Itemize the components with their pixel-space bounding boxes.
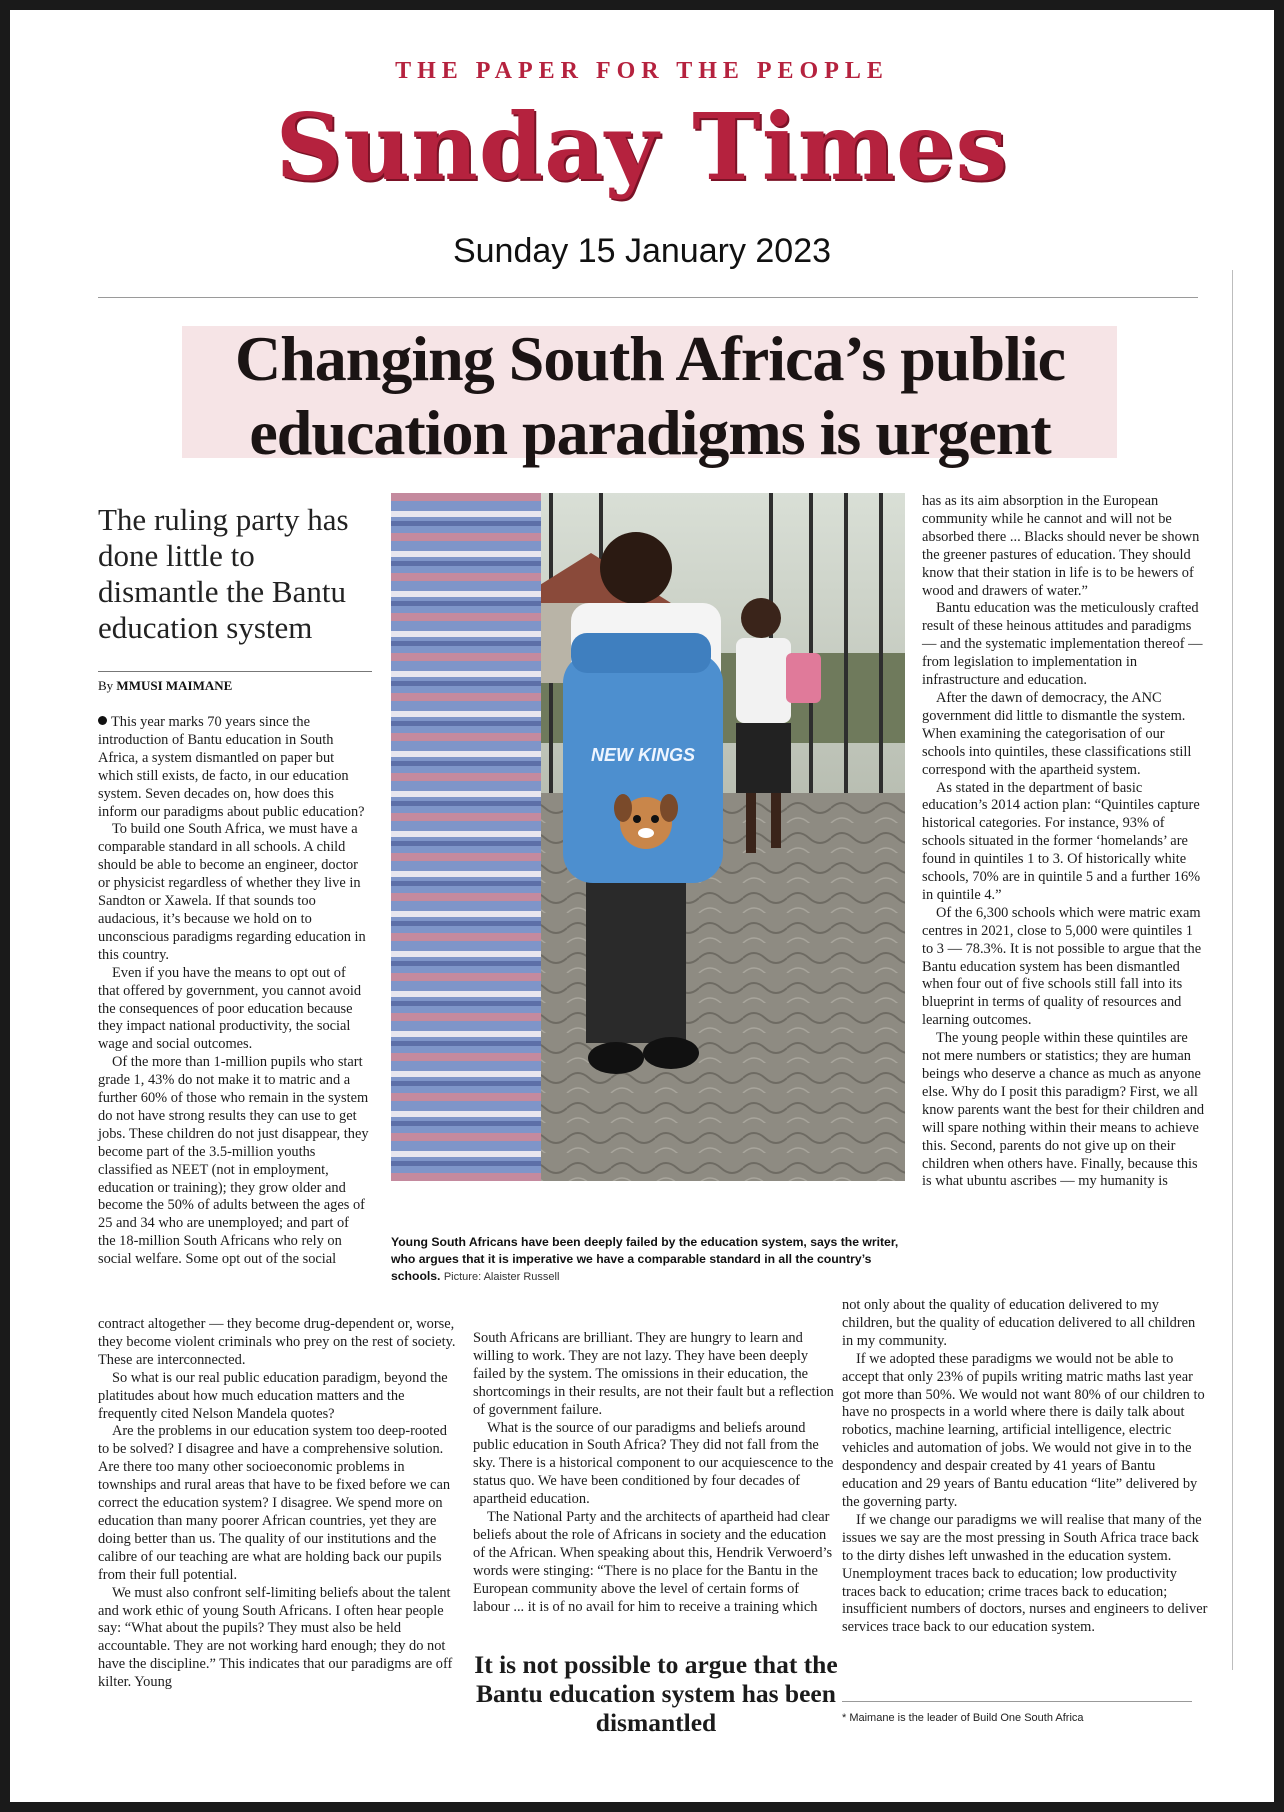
paragraph: Of the more than 1-million pupils who start grade 1, 43% do not make it to matric and a further 60% of those who remain in the system do not have strong results they can use to get jobs. These children do not just disappear, they become part of the 3.5-million youths classified as NEET (not in employment, education or training); they grow older and become the 50% of adults between the ages of 25 and 34 who are unemployed; and part of the 18-million South Africans who rely on social welfare. Some opt out of the social: [98, 1054, 369, 1268]
right-column-rule: [1232, 270, 1233, 1670]
paragraph: has as its aim absorption in the European community while he cannot and will not be absorbed there ... Blacks should never be shown the greener pastures of education. They should know that their station in life is to be hewers of wood and drawers of water.”: [922, 493, 1200, 599]
header-divider: [98, 297, 1198, 298]
photo-credit: Picture: Alaister Russell: [443, 1271, 560, 1283]
paragraph: After the dawn of democracy, the ANC government did little to dismantle the system. When examining the categorisation of our schools into quintiles, these classifications still correspond with the apartheid system.: [922, 689, 1192, 778]
author-footnote: * Maimane is the leader of Build One South Africa: [842, 1712, 1084, 1724]
paragraph: Of the 6,300 schools which were matric exam centres in 2021, close to 5,000 were quintiles 1 to 3 — 78.3%. It is not possible to argue that the Bantu education system has been dismantled when four out of five schools still fall into its blueprint in terms of quality of resources and learning outcomes.: [922, 904, 1202, 1029]
edition-date: Sunday 15 January 2023: [452, 232, 832, 270]
masthead-tagline: THE PAPER FOR THE PEOPLE: [395, 58, 889, 84]
paragraph: What is the source of our paradigms and beliefs around public education in South Africa? They did not fall from the sky. There is a historical component to our acquiescence to the status quo. We have been conditioned by four decades of apartheid education.: [473, 1419, 834, 1508]
headline-line-1: Changing South Africa’s public: [234, 323, 1066, 394]
byline: [98, 678, 232, 694]
footnote-divider: [842, 1701, 1192, 1702]
column-2: [473, 1330, 835, 1617]
article-photo: [391, 493, 905, 1181]
paragraph: Bantu education was the meticulously crafted result of these heinous attitudes and paradigms — and the systematic implementation thereof — from legislation to implementation in infrastructure and education.: [922, 600, 1203, 689]
masthead-logo: Sunday Times: [275, 93, 1009, 201]
newspaper-page: [10, 10, 1274, 1802]
paragraph-text: This year marks 70 years since the introduction of Bantu education in South Africa, a system dismantled on paper but which still exists, de facto, in our education system. Seven decades on, how does this inform our paradigms about public education?: [98, 714, 365, 820]
column-1: [98, 714, 370, 1269]
schoolchildren-illustration: [391, 493, 905, 1181]
headline-line-2: education paradigms is urgent: [249, 397, 1051, 468]
paragraph: [98, 714, 370, 821]
paragraph: So what is our real public education paradigm, beyond the platitudes about how much education matters and the frequently cited Nelson Mandela quotes?: [98, 1369, 448, 1422]
caption-text: Young South Africans have been deeply failed by the education system, says the writer, who argues that it is imperative we have a comparable standard in all the country’s schools.: [391, 1235, 899, 1283]
byline-prefix: By: [98, 678, 114, 693]
bullet-icon: [98, 716, 107, 725]
adult-dress: [391, 493, 541, 1181]
article-headline: [160, 322, 1140, 470]
photo-caption: [391, 1234, 905, 1286]
backpack-brand: NEW KINGS: [590, 745, 696, 765]
paragraph: As stated in the department of basic education’s 2014 action plan: “Quintiles capture historical categories. For instance, 93% of schools situated in the former ‘homelands’ are found in quintiles 1 to 3. Of historically white schools, 70% are in quintile 5 and a further 16% in quintile 4.”: [922, 779, 1201, 903]
column-1-continued: [98, 1316, 460, 1692]
deck-divider: [98, 671, 372, 672]
paragraph: To build one South Africa, we must have a comparable standard in all schools. A child should be able to become an engineer, doctor or physicist regardless of whether they live in Sandton or Xawela. If that sounds too audacious, it’s because we hold on to unconscious paradigms regarding education in this country.: [98, 821, 366, 963]
byline-author: MMUSI MAIMANE: [116, 678, 233, 693]
paragraph: Are the problems in our education system too deep-rooted to be solved? I disagree and have a comprehensive solution. Are there too many other socioeconomic problems in townships and rural areas that have to be fixed before we can correct the education system? I disagree. We spend more on education than many poorer African countries, yet they are doing better than us. The quality of our institutions and the calibre of our teaching are what are holding back our pupils from their full potential.: [98, 1423, 451, 1583]
paragraph: If we change our paradigms we will realise that many of the issues we say are the most pressing in South Africa trace back to the dirty dishes left unwashed in the education system. Unemployment traces back to education; low productivity traces back to education; crime traces back to education; insufficient numbers of doctors, nurses and engineers to deliver services trace back to our education system.: [842, 1511, 1208, 1636]
paragraph: The young people within these quintiles are not mere numbers or statistics; they are human beings who deserve a chance as much as anyone else. Why do I posit this paradigm? First, we all know parents want the best for their children and will spare nothing within their means to achieve this. Second, parents do not give up on their children when others have. Finally, because this is what ubuntu ascribes — my humanity is: [922, 1030, 1205, 1190]
article-deck: The ruling party has done little to dismantle the Bantu education system: [98, 502, 349, 645]
paragraph: The National Party and the architects of apartheid had clear beliefs about the role of Africans in society and the education of the African. When speaking about this, Hendrik Verwoerd’s words were stinging: “There is no place for the Bantu in the European community above the level of certain forms of labour ... it is of no avail for him to receive a training which: [473, 1509, 833, 1615]
paragraph: Even if you have the means to opt out of that offered by government, you cannot avoid the consequences of poor education because they impact national productivity, the social wage and social outcomes.: [98, 964, 362, 1053]
paragraph: contract altogether — they become drug-dependent or, worse, they become violent criminals who prey on the rest of society. These are interconnected.: [98, 1316, 456, 1368]
pull-quote: It is not possible to argue that the Bantu education system has been dismantled: [474, 1650, 838, 1737]
column-3: [922, 493, 1206, 1191]
paragraph: If we adopted these paradigms we would not be able to accept that only 23% of pupils writing matric maths last year got more than 50%. We would not want 80% of our children to have no prospects in a world where there is daily talk about robotics, machine learning, artificial intelligence, electric vehicles and automation of jobs. We would not give in to the despondency and despair created by 41 years of Bantu education and 29 years of Bantu education “lite” delivered by the governing party.: [842, 1350, 1205, 1510]
column-3-continued: [842, 1297, 1208, 1637]
paragraph: We must also confront self-limiting beliefs about the talent and work ethic of young South Africans. I often hear people say: “What about the pupils? They must also be held accountable. They are not working hard enough; they do not have the discipline.” This indicates that our paradigms are off kilter. Young: [98, 1584, 453, 1691]
paragraph: not only about the quality of education delivered to my children, but the quality of education delivered to all children in my community.: [842, 1297, 1196, 1349]
paragraph: South Africans are brilliant. They are hungry to learn and willing to work. They are not lazy. They have been deeply failed by the system. The omissions in their education, the shortcomings in their results, are not their fault but a reflection of government failure.: [473, 1330, 834, 1418]
